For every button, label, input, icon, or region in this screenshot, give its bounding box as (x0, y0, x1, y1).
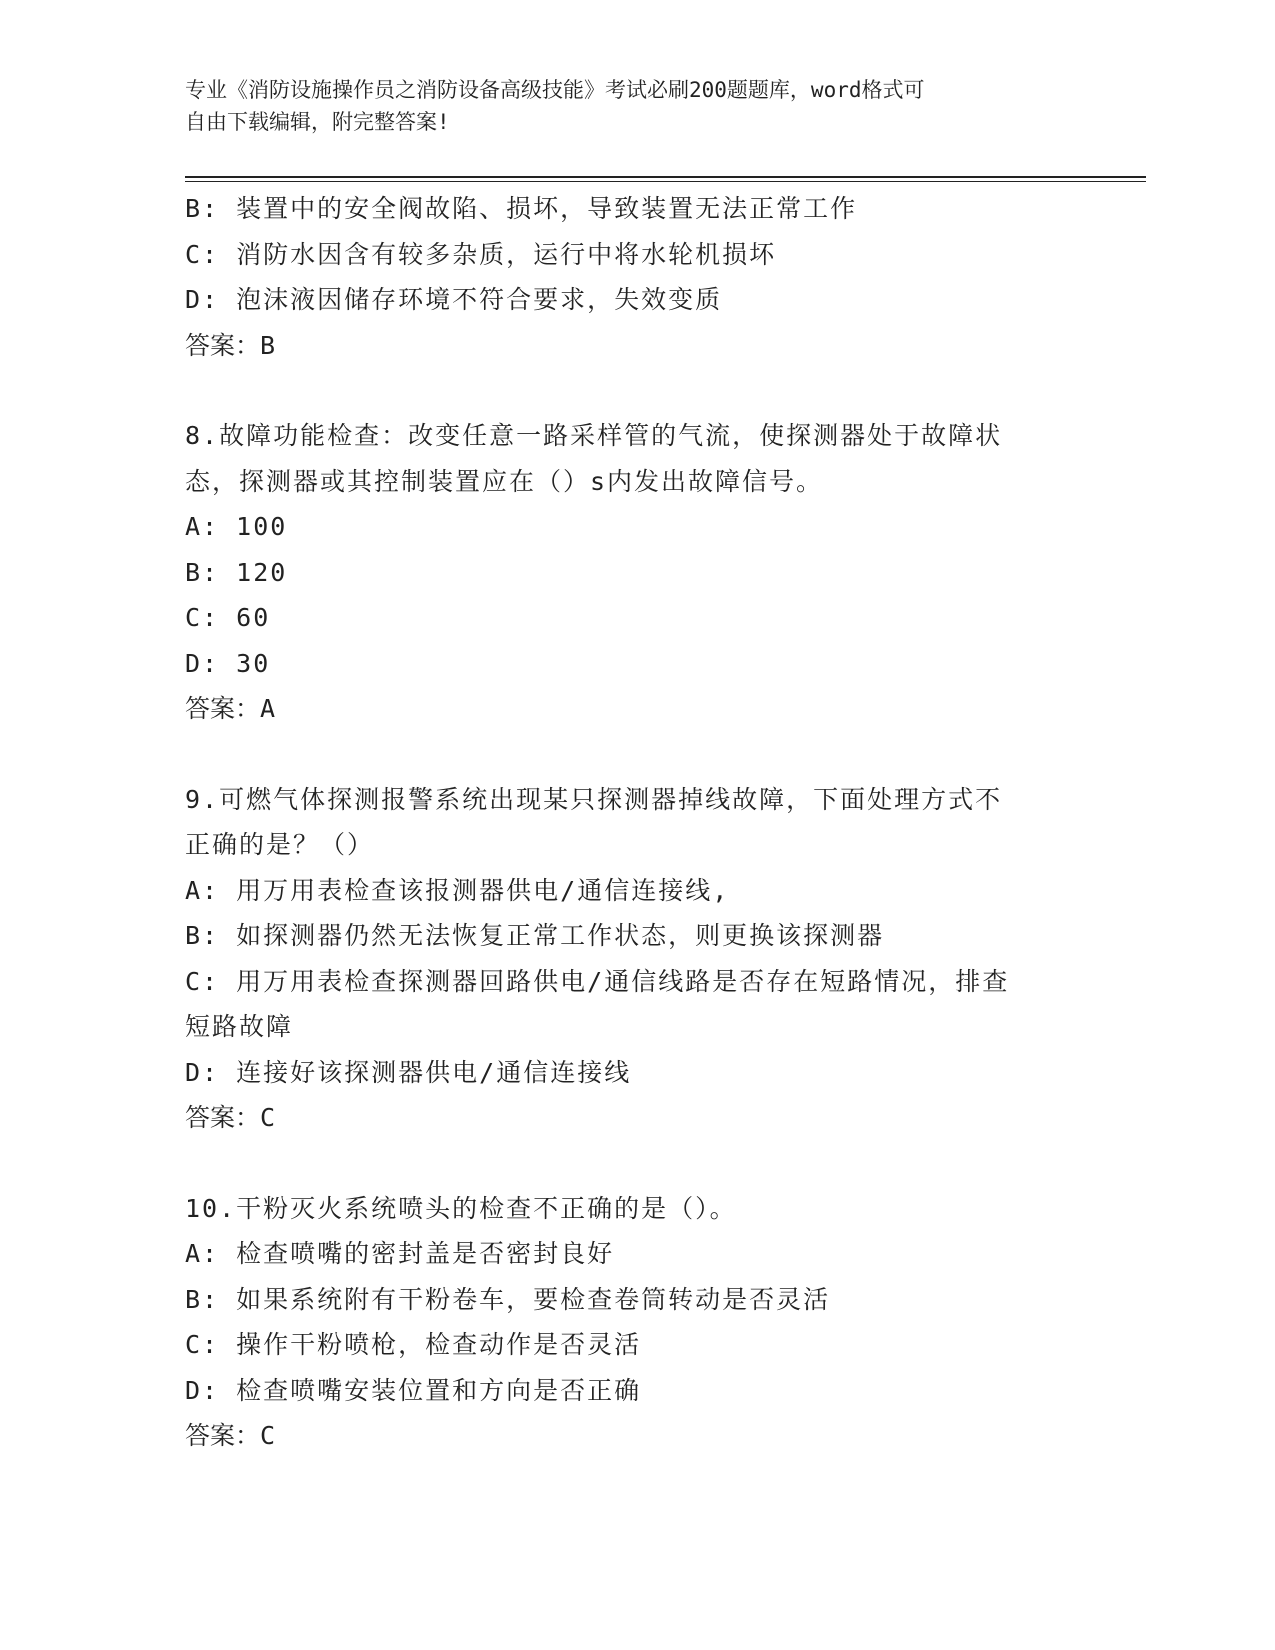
spacer (185, 1141, 1065, 1186)
question-7-tail (185, 186, 1065, 368)
q10-stem-line-1: 10.干粉灭火系统喷头的检查不正确的是（）。 (185, 1193, 737, 1223)
header-line-2: 自由下载编辑，附完整答案! (185, 110, 450, 134)
q8-stem-line-2: 态，探测器或其控制装置应在（）s内发出故障信号。 (185, 466, 824, 496)
q7-option-c: C: 消防水因含有较多杂质，运行中将水轮机损坏 (185, 239, 777, 269)
header-line-1: 专业《消防设施操作员之消防设备高级技能》考试必刷200题题库，word格式可 (185, 78, 925, 102)
q9-stem-line-2: 正确的是？（） (185, 830, 375, 859)
q9-stem-line-1: 9.可燃气体探测报警系统出现某只探测器掉线故障，下面处理方式不 (185, 784, 1003, 814)
q8-option-b: B: 120 (185, 557, 288, 587)
q8-option-d: D: 30 (185, 648, 271, 678)
q9-option-d: D: 连接好该探测器供电/通信连接线 (185, 1057, 632, 1087)
question-9 (185, 777, 1065, 1141)
q10-answer: 答案：C (185, 1421, 276, 1450)
header-rule-thin (185, 181, 1146, 182)
q7-option-b: B: 装置中的安全阀故陷、损坏，导致装置无法正常工作 (185, 194, 858, 223)
q8-option-a: A: 100 (185, 512, 288, 541)
q7-option-d: D: 泡沫液因储存环境不符合要求，失效变质 (185, 285, 723, 314)
spacer (185, 732, 1065, 777)
q10-option-a: A: 检查喷嘴的密封盖是否密封良好 (185, 1239, 615, 1268)
q8-option-c: C: 60 (185, 603, 271, 632)
q9-option-a: A: 用万用表检查该报测器供电/通信连接线, (185, 875, 730, 905)
spacer (185, 368, 1065, 413)
q7-answer: 答案：B (185, 330, 276, 360)
document-body (185, 186, 1065, 1459)
q9-option-b: B: 如探测器仍然无法恢复正常工作状态，则更换该探测器 (185, 921, 885, 950)
q9-option-c-line-1: C: 用万用表检查探测器回路供电/通信线路是否存在短路情况，排查 (185, 966, 1010, 996)
document-header (185, 74, 1065, 138)
question-8 (185, 413, 1065, 732)
q9-answer: 答案：C (185, 1103, 276, 1132)
q9-option-c-line-2: 短路故障 (185, 1012, 294, 1041)
question-10 (185, 1186, 1065, 1459)
q8-stem-line-1: 8.故障功能检查：改变任意一路采样管的气流，使探测器处于故障状 (185, 421, 1003, 450)
q10-option-c: C: 操作干粉喷枪，检查动作是否灵活 (185, 1330, 642, 1359)
header-rule-thick (185, 176, 1146, 178)
q10-option-d: D: 检查喷嘴安装位置和方向是否正确 (185, 1375, 642, 1405)
q10-option-b: B: 如果系统附有干粉卷车，要检查卷筒转动是否灵活 (185, 1284, 831, 1314)
q8-answer: 答案：A (185, 694, 276, 723)
